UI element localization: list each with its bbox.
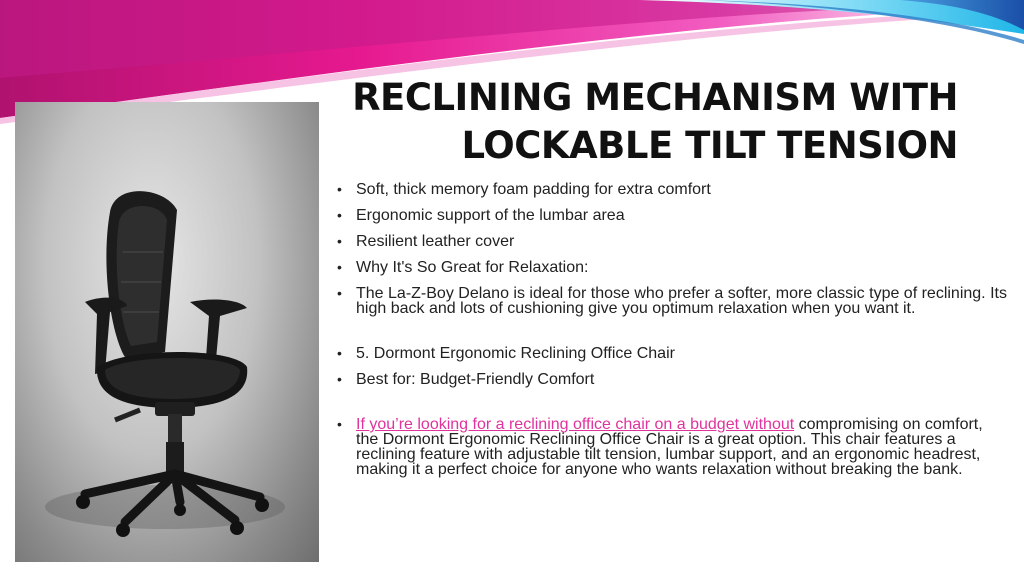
bullet-item: • The La-Z-Boy Delano is ideal for those who prefer a softer, more classic type of reclining. Its high back and lots of cushioning give you optimum relaxation when you want it. [337,286,1007,316]
bullet-item: • Why It's So Great for Relaxation: [337,260,1007,275]
bullet-list [337,182,1007,488]
office-chair-photo [15,102,319,562]
office-chair-illustration [15,102,319,562]
bullet-item-text: compromising on comfort, the Dormont Ergonomic Reclining Office Chair is a great option. This chair features a reclining feature with adjustable tilt tension, lumbar support, and an ergonomic headrest, making it a perfect choice for anyone who wants relaxation without breaking the bank. [356,416,983,478]
bullet-item: • Ergonomic support of the lumbar area [337,208,1007,223]
slide-title-line-2: LOCKABLE TILT TENSION [461,124,958,167]
budget-chair-link[interactable]: If you’re looking for a reclining office chair on a budget without [356,416,795,433]
bullet-item: • 5. Dormont Ergonomic Reclining Office Chair [337,346,1007,361]
bullet-item: • Resilient leather cover [337,234,1007,249]
slide-title [318,74,958,170]
bullet-item-with-link [337,417,1007,477]
slide-title-line-1: RECLINING MECHANISM WITH [352,76,958,119]
bullet-item: • Soft, thick memory foam padding for extra comfort [337,182,1007,197]
bullet-item: • Best for: Budget-Friendly Comfort [337,372,1007,387]
